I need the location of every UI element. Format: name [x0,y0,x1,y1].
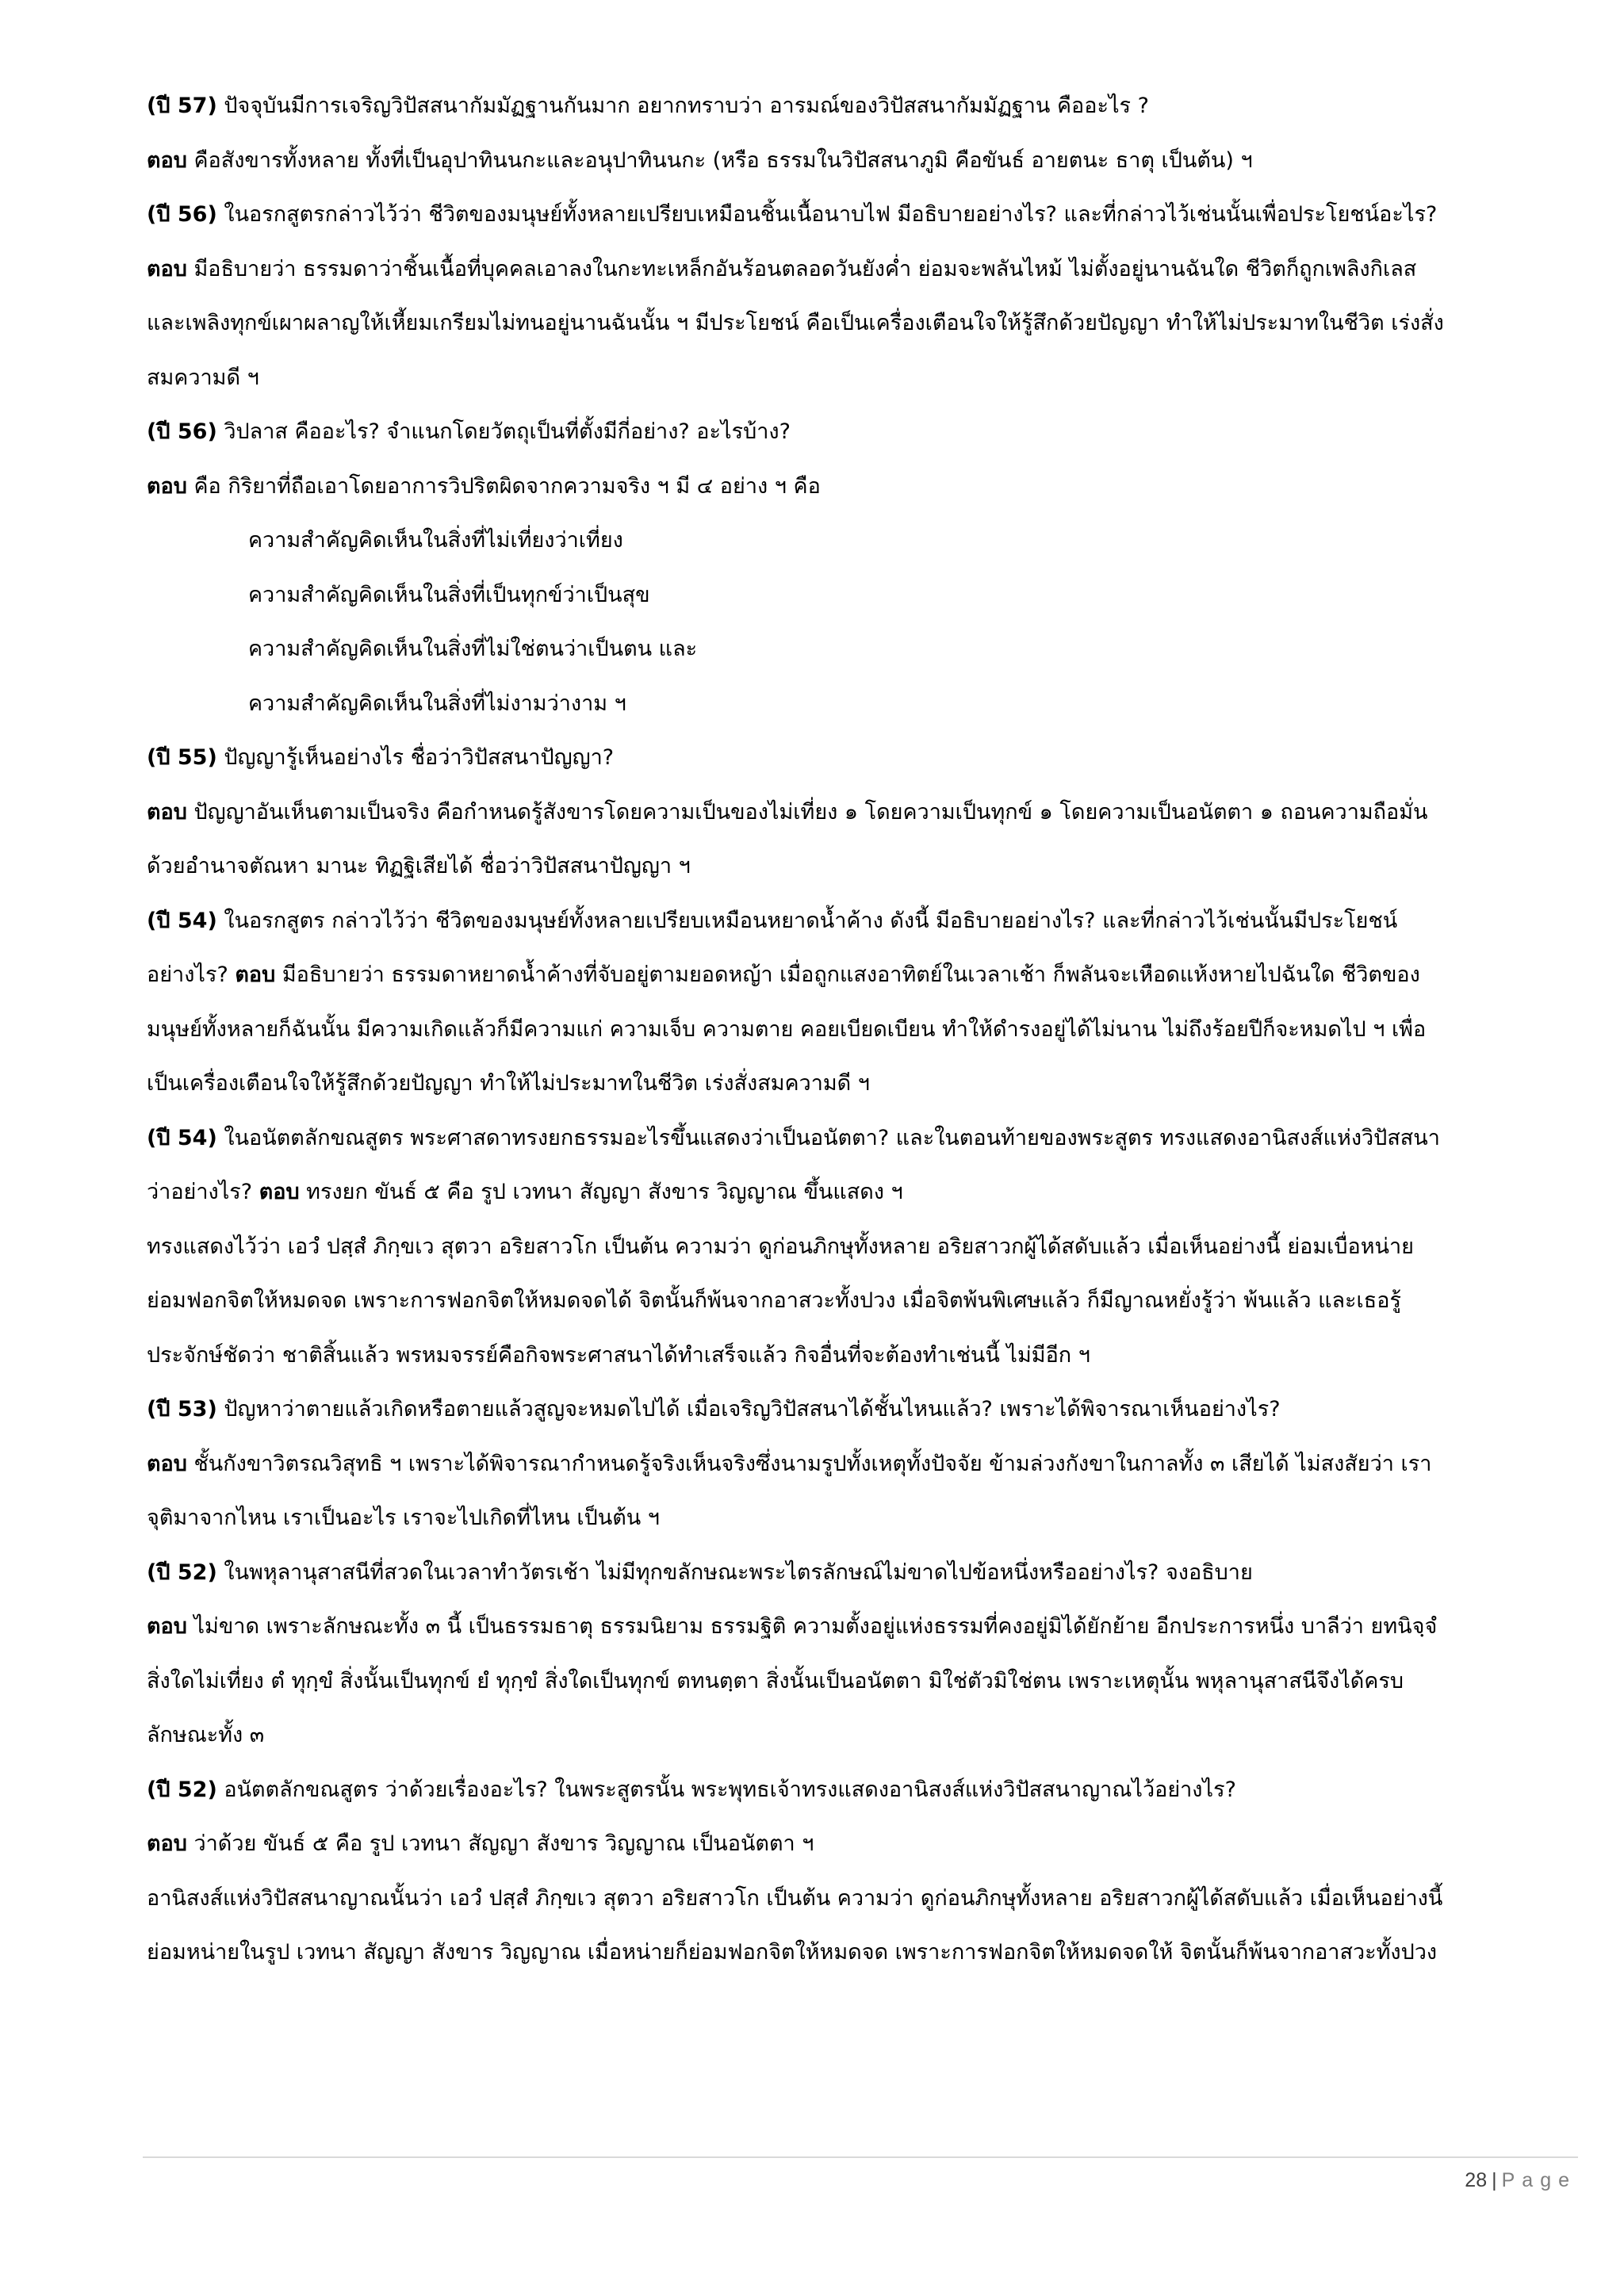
line-text: ในอรกสูตร กล่าวไว้ว่า ชีวิตของมนุษย์ทั้งหลายเปรียบเหมือนหยาดน้ำค้าง ดังนี้ มีอธิบายอย่างไร? และที่กล่าวไว้เช่นนั้นมีประโยชน์ [216,908,1398,933]
line-text: คือสังขารทั้งหลาย ทั้งที่เป็นอุปาทินนกะและอนุปาทินนกะ (หรือ ธรรมในวิปัสสนาภูมิ คือขันธ์ อายตนะ ธาตุ เป็นต้น) ฯ [186,147,1253,173]
line-text: วิปลาส คืออะไร? จำแนกโดยวัตถุเป็นที่ตั้งมีกี่อย่าง? อะไรบ้าง? [216,419,791,444]
question-label: ตอบ [147,799,187,825]
text-line [147,1491,1566,1546]
line-text: ชั้นกังขาวิตรณวิสุทธิ ฯ เพราะได้พิจารณากำหนดรู้จริงเห็นจริงซึ่งนามรูปทั้งเหตุทั้งปัจจัย ข้ามล่วงกังขาในกาลทั้ง ๓ เสียได้ ไม่สงสัยว่า เรา [186,1451,1432,1476]
line-text: ความสำคัญคิดเห็นในสิ่งที่ไม่ใช่ตนว่าเป็นตน และ [248,637,698,661]
text-line [147,1600,1566,1655]
text-line [147,786,1566,840]
line-text: ประจักษ์ชัดว่า ชาติสิ้นแล้ว พรหมจรรย์คือกิจพระศาสนาได้ทำเสร็จแล้ว กิจอื่นที่จะต้องทำเช่นนี้ ไม่มีอีก ฯ [147,1342,1090,1368]
text-line [147,894,1566,949]
line-text: ปัญญารู้เห็นอย่างไร ชื่อว่าวิปัสสนาปัญญา? [216,745,615,770]
answer-label: ตอบ [235,962,276,987]
text-line [147,622,1566,677]
text-line [147,1872,1566,1927]
text-line [147,1165,1566,1220]
text-line [147,1763,1566,1818]
text-line [147,79,1566,134]
line-text: ความสำคัญคิดเห็นในสิ่งที่ไม่เที่ยงว่าเที่ยง [248,528,623,553]
line-text: ว่าอย่างไร? [147,1180,259,1204]
question-label: (ปี 57) [147,94,217,118]
question-label: (ปี 52) [147,1559,217,1585]
text-line [147,1655,1566,1709]
text-line [147,1926,1566,1980]
question-label: ตอบ [147,1831,187,1856]
text-line [147,948,1566,1003]
text-line [147,1709,1566,1763]
text-line [147,188,1566,243]
line-text: อานิสงส์แห่งวิปัสสนาญาณนั้นว่า เอวํ ปสฺสํ ภิกฺขเว สุตวา อริยสาวโก เป็นต้น ความว่า ดูก่อนภิกษุทั้งหลาย อริยสาวกผู้ได้สดับแล้ว เมื่อเห็นอย่างนี้ [147,1885,1443,1911]
text-line [147,1817,1566,1872]
footer-divider [143,2156,1578,2158]
question-label: (ปี 56) [147,419,217,444]
text-line [147,134,1566,189]
line-text: ทรงแสดงไว้ว่า เอวํ ปสฺสํ ภิกฺขเว สุตวา อริยสาวโก เป็นต้น ความว่า ดูก่อนภิกษุทั้งหลาย อริยสาวกผู้ได้สดับแล้ว เมื่อเห็นอย่างนี้ ย่อมเบื่อหน่าย [147,1234,1414,1259]
line-text: ย่อมหน่ายในรูป เวทนา สัญญา สังขาร วิญญาณ เมื่อหน่ายก็ย่อมฟอกจิตให้หมดจด เพราะการฟอกจิตให้หมดจดให้ จิตนั้นก็พ้นจากอาสวะทั้งปวง [147,1940,1438,1965]
line-text: ความสำคัญคิดเห็นในสิ่งที่เป็นทุกข์ว่าเป็นสุข [248,582,650,607]
text-line [147,1003,1566,1058]
line-text: ไม่ขาด เพราะลักษณะทั้ง ๓ นี้ เป็นธรรมธาตุ ธรรมนิยาม ธรรมฐิติ ความตั้งอยู่แห่งธรรมที่คงอยู่มิได้ยักย้าย อีกประการหนึ่ง บาลีว่า ยทนิจฺจํ [186,1614,1438,1639]
answer-label: ตอบ [259,1180,300,1204]
text-line [147,405,1566,460]
line-text: มีอธิบายว่า ธรรมดาหยาดน้ำค้างที่จับอยู่ตามยอดหญ้า เมื่อถูกแสงอาทิตย์ในเวลาเช้า ก็พลันจะเหือดแห้งหายไปฉันใด ชีวิตของ [275,962,1420,987]
text-line [147,1274,1566,1329]
text-line [147,840,1566,894]
text-line [147,568,1566,623]
page-footer [1465,2169,1576,2192]
text-line [147,1437,1566,1492]
question-label: (ปี 54) [147,908,217,933]
line-text: ในพหุลานุสาสนีที่สวดในเวลาทำวัตรเช้า ไม่มีทุกขลักษณะพระไตรลักษณ์ไม่ขาดไปข้อหนึ่งหรืออย่างไร? จงอธิบาย [216,1559,1253,1585]
line-text: ทรงยก ขันธ์ ๕ คือ รูป เวทนา สัญญา สังขาร วิญญาณ ขึ้นแสดง ฯ [299,1180,903,1204]
line-text: สมความดี ฯ [147,365,259,390]
line-text: ย่อมฟอกจิตให้หมดจด เพราะการฟอกจิตให้หมดจดได้ จิตนั้นก็พ้นจากอาสวะทั้งปวง เมื่อจิตพ้นพิเศษแล้ว ก็มีญาณหยั่งรู้ว่า พ้นแล้ว และเธอรู้ [147,1288,1401,1313]
text-line [147,1220,1566,1275]
text-line [147,677,1566,732]
page-number: 28 [1465,2169,1488,2191]
line-text: ในอรกสูตรกล่าวไว้ว่า ชีวิตของมนุษย์ทั้งหลายเปรียบเหมือนชิ้นเนื้อนาบไฟ มีอธิบายอย่างไร? และที่กล่าวไว้เช่นนั้นเพื่อประโยชน์อะไร? [216,202,1438,227]
line-text: เป็นเครื่องเตือนใจให้รู้สึกด้วยปัญญา ทำให้ไม่ประมาทในชีวิต เร่งสั่งสมความดี ฯ [147,1071,870,1096]
footer-separator: | [1492,2169,1497,2191]
line-text: และเพลิงทุกข์เผาผลาญให้เหี้ยมเกรียมไม่ทนอยู่นานฉันนั้น ฯ มีประโยชน์ คือเป็นเครื่องเตือนใจให้รู้สึกด้วยปัญญา ทำให้ไม่ประมาทในชีวิต เร่งสั่ง [147,311,1444,335]
line-text: จุติมาจากไหน เราเป็นอะไร เราจะไปเกิดที่ไหน เป็นต้น ฯ [147,1506,660,1530]
line-text: ด้วยอำนาจตัณหา มานะ ทิฏฐิเสียได้ ชื่อว่าวิปัสสนาปัญญา ฯ [147,854,691,878]
line-text: อย่างไร? [147,962,236,987]
document-body [147,79,1566,1980]
text-line [147,460,1566,515]
line-text: สิ่งใดไม่เที่ยง ตํ ทุกฺขํ สิ่งนั้นเป็นทุกข์ ยํ ทุกฺขํ สิ่งใดเป็นทุกข์ ตทนตฺตา สิ่งนั้นเป็นอนัตตา มิใช่ตัวมิใช่ตน เพราะเหตุนั้น พหุลานุสาสนีจึงได้ครบ [147,1668,1404,1693]
text-line [147,1057,1566,1112]
text-line [147,243,1566,297]
text-line [147,731,1566,786]
question-label: ตอบ [147,147,187,173]
line-text: มีอธิบายว่า ธรรมดาว่าชิ้นเนื้อที่บุคคลเอาลงในกะทะเหล็กอันร้อนตลอดวันยังค่ำ ย่อมจะพลันไหม้ ไม่ตั้งอยู่นานฉันใด ชีวิตก็ถูกเพลิงกิเลส [186,256,1417,281]
question-label: (ปี 56) [147,202,217,227]
text-line [147,297,1566,351]
text-line [147,514,1566,568]
line-text: ปัญหาว่าตายแล้วเกิดหรือตายแล้วสูญจะหมดไปได้ เมื่อเจริญวิปัสสนาได้ชั้นไหนแล้ว? เพราะได้พิจารณาเห็นอย่างไร? [216,1397,1281,1422]
line-text: ปัญญาอันเห็นตามเป็นจริง คือกำหนดรู้สังขารโดยความเป็นของไม่เที่ยง ๑ โดยความเป็นทุกข์ ๑ โดยความเป็นอนัตตา ๑ ถอนความถือมั่น [186,799,1428,825]
line-text: ในอนัตตลักขณสูตร พระศาสดาทรงยกธรรมอะไรขึ้นแสดงว่าเป็นอนัตตา? และในตอนท้ายของพระสูตร ทรงแสดงอานิสงส์แห่งวิปัสสนา [216,1125,1440,1150]
question-label: ตอบ [147,1451,187,1476]
page-label: Page [1501,2169,1576,2191]
line-text: ปัจจุบันมีการเจริญวิปัสสนากัมมัฏฐานกันมาก อยากทราบว่า อารมณ์ของวิปัสสนากัมมัฏฐาน คืออะไร ? [216,94,1149,118]
question-label: (ปี 52) [147,1777,217,1802]
question-label: ตอบ [147,256,187,281]
question-label: ตอบ [147,473,187,499]
text-line [147,1546,1566,1601]
question-label: (ปี 53) [147,1397,217,1422]
question-label: (ปี 54) [147,1125,217,1150]
text-line [147,1112,1566,1166]
question-label: (ปี 55) [147,745,217,770]
line-text: คือ กิริยาที่ถือเอาโดยอาการวิปริตผิดจากความจริง ฯ มี ๔ อย่าง ฯ คือ [186,473,821,499]
line-text: ลักษณะทั้ง ๓ [147,1723,265,1747]
line-text: ว่าด้วย ขันธ์ ๕ คือ รูป เวทนา สัญญา สังขาร วิญญาณ เป็นอนัตตา ฯ [186,1831,814,1856]
line-text: อนัตตลักขณสูตร ว่าด้วยเรื่องอะไร? ในพระสูตรนั้น พระพุทธเจ้าทรงแสดงอานิสงส์แห่งวิปัสสนาญาณไว้อย่างไร? [216,1777,1236,1802]
text-line [147,351,1566,406]
text-line [147,1329,1566,1383]
line-text: มนุษย์ทั้งหลายก็ฉันนั้น มีความเกิดแล้วก็มีความแก่ ความเจ็บ ความตาย คอยเบียดเบียน ทำให้ดำรงอยู่ได้ไม่นาน ไม่ถึงร้อยปีก็จะหมดไป ฯ เพื่อ [147,1016,1427,1042]
question-label: ตอบ [147,1614,187,1639]
line-text: ความสำคัญคิดเห็นในสิ่งที่ไม่งามว่างาม ฯ [248,691,626,716]
text-line [147,1383,1566,1437]
